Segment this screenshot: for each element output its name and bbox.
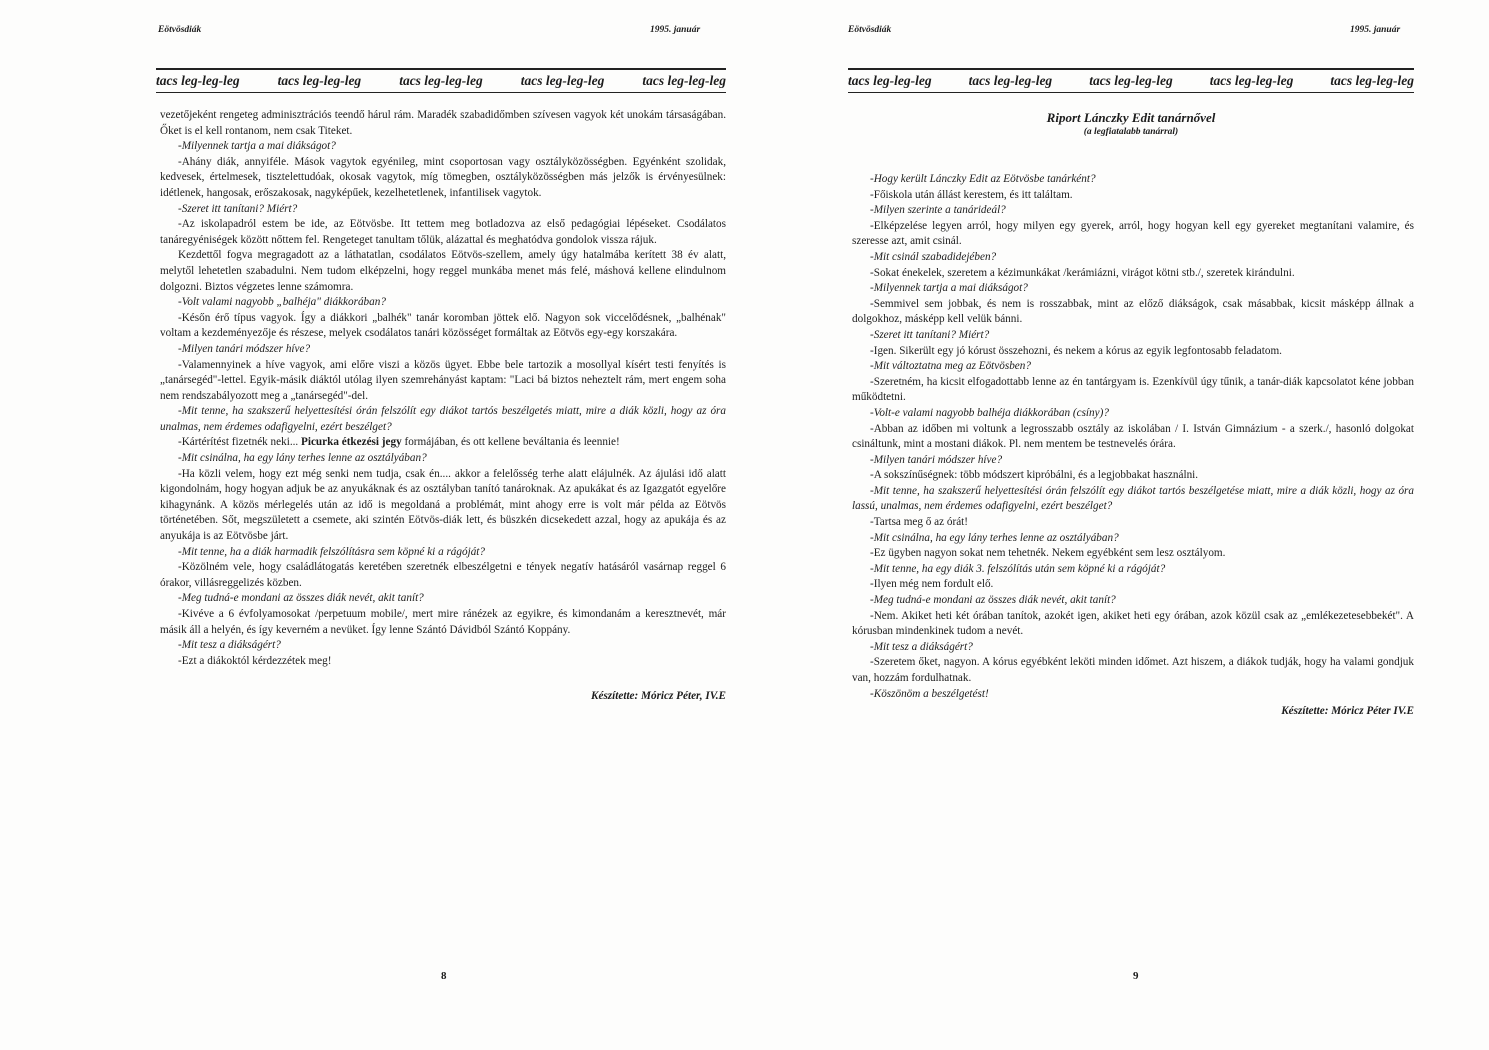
answer-paragraph: -Sokat énekelek, szeretem a kézimunkákat /kerámiázni, virágot kötni stb./, szeretek kirándulni. — [870, 266, 1295, 279]
answer-paragraph: vezetőjeként rengeteg adminisztrációs teendő hárul rám. Maradék szabadidőmben szívesen vagyok két unokám társaságában. Őket is el kell rontanom, nem csak Titeket. — [160, 109, 726, 137]
answer-paragraph: -Valamennyinek a híve vagyok, ami előre viszi a közös ügyet. Ebbe bele tartozik a mosollyal kísért testi fenyítés is „tanársegéd"-lettel. Egyik-másik diáktól utólag ilyen szemrehányást kaptam: "Laci bá biztos neheztelt rám, mert engem soha nem rendszabályozott meg a „tanársegéd"-del. — [160, 358, 726, 402]
question: -Szeret itt tanítani? Miért? — [870, 328, 990, 341]
answer-paragraph: -Ahány diák, annyiféle. Mások vagytok egyénileg, mint csoportosan vagy osztályközösségben. Egyénként szolidak, kedvesek, értelmesek, tisztelettudóak, okosak vagytok, míg tömegben, osztályközösségben más jelzők is érvényesülnek: idétlenek, hangosak, erőszakosak, nagyképűek, kezelhetetlenek, infantilisek vagytok. — [160, 155, 726, 199]
page-8 — [0, 0, 744, 1050]
answer-paragraph: -Szeretném, ha kicsit elfogadottabb lenne az én tantárgyam is. Ezenkívül úgy tűnik, a tanár-diák kapcsolatot kéne jobban működtetni. — [852, 375, 1414, 404]
banner-item: tacs leg-leg-leg — [1209, 73, 1294, 88]
issue-date: 1995. január — [650, 25, 701, 35]
article-title: Riport Lánczky Edit tanárnővel — [1046, 110, 1216, 125]
question: -Mit csinálna, ha egy lány terhes lenne az osztályában? — [178, 452, 427, 465]
answer-paragraph: -Ilyen még nem fordult elő. — [870, 578, 994, 591]
banner-item: tacs leg-leg-leg — [968, 73, 1053, 88]
answer-paragraph: -Kártérítést fizetnék neki... Picurka étkezési jegy formájában, és ott kellene beváltania és leennie! — [178, 436, 620, 449]
question: -Mit tenne, ha szakszerű helyettesítési órán felszólít egy diákot tartós beszélgetése miatt, mire a diák közli, hogy az óra lassú, unalmas, nem érdemes odafigyelni, ezért beszélget? — [852, 484, 1414, 513]
interview-text — [852, 172, 1414, 720]
question: -Milyen tanári módszer híve? — [870, 453, 1003, 466]
answer-paragraph: -Elképzelése legyen arról, hogy milyen egy gyerek, arról, hogy hogyan kell egy gyereket megtanítani valamire, és szeresse azt, amit csinál. — [852, 219, 1414, 248]
answer-paragraph: -Ha közli velem, hogy ezt még senki nem tudja, csak én.... akkor a felelősség terhe alatt elájulnék. Az ájulási idő alatt kigondolnám, hogy hogyan adjuk be az anyukáknak és az osztályban tanító tanároknak. Az apukákat és az Igazgatót egyelőre kihagynánk. A közös mérlegelés után az idő is megoldaná a problémát, mint ahogy erre is volt már példa az Eötvös történetében. Sőt, megszületett a csemete, aki szintén Eötvös-diák lett, és büszkén dicsekedett azzal, hogy az apukája és az anyukája is az Eötvösbe járt. — [160, 467, 726, 543]
banner-item: tacs leg-leg-leg — [642, 73, 726, 88]
page-number: 8 — [441, 970, 447, 982]
answer-paragraph: -Főiskola után állást kerestem, és itt találtam. — [870, 188, 1073, 201]
answer-paragraph: -Tartsa meg ő az órát! — [870, 516, 968, 529]
question: -Milyennek tartja a mai diákságot? — [870, 282, 1028, 295]
answer-paragraph: -Közölném vele, hogy családlátogatás keretében szeretnék elbeszélgetni e tények negatív hatásáról vasárnap reggel 6 órakor, villásreggelizés közben. — [160, 561, 726, 589]
answer-paragraph: -Nem. Akiket heti két órában tanítok, azokét igen, akiket heti egy órában, azok közül csak az „emlékezetesebbekét". A kórusban mindenkinek tudom a nevét. — [852, 609, 1414, 638]
author-signature: Készítette: Móricz Péter IV.E — [1281, 705, 1414, 718]
question: -Mit csinálna, ha egy lány terhes lenne az osztályában? — [870, 531, 1119, 544]
question: -Mit tenne, ha egy diák 3. felszólítás után sem köpné ki a rágóját? — [870, 562, 1166, 575]
column-banner — [156, 68, 726, 93]
question: -Volt valami nagyobb „balhéja" diákkorában? — [178, 296, 386, 309]
page-number: 9 — [1133, 970, 1139, 982]
question: -Meg tudná-e mondani az összes diák nevét, akit tanít? — [178, 592, 424, 605]
banner-item: tacs leg-leg-leg — [1330, 73, 1414, 88]
answer-paragraph: -Semmivel sem jobbak, és nem is rosszabbak, mint az előző diákságok, csak másabbak, kicsit másképp állnak a dolgokhoz, másképp kell velük bánni. — [852, 297, 1414, 326]
question: -Mit tenne, ha a diák harmadik felszólításra sem köpné ki a rágóját? — [178, 545, 485, 558]
question: -Meg tudná-e mondani az összes diák nevét, akit tanít? — [870, 594, 1116, 607]
banner-item: tacs leg-leg-leg — [1089, 73, 1173, 88]
question: -Milyen tanári módszer híve? — [178, 342, 311, 355]
answer-paragraph: -Igen. Sikerült egy jó kórust összehozni, és nekem a kórus az egyik legfontosabb feladatom. — [870, 344, 1282, 357]
question: -Mit csinál szabadidejében? — [870, 250, 997, 263]
closing-line: -Köszönöm a beszélgetést! — [870, 687, 989, 700]
question: -Mit tesz a diákságért? — [178, 639, 281, 652]
masthead-title: Eötvösdiák — [848, 25, 892, 35]
question: -Hogy került Lánczky Edit az Eötvösbe tanárként? — [870, 173, 1096, 185]
author-signature: Készítette: Móricz Péter, IV.E — [591, 690, 726, 703]
answer-paragraph: -Abban az időben mi voltunk a legrosszabb osztály az iskolában / I. István Gimnázium - a szerk./, hasonló dolgokat csináltunk, mint a mostani diákok. Pl. nem mentem be testnevelés órára. — [852, 422, 1414, 451]
issue-date: 1995. január — [1350, 25, 1401, 35]
banner-item: tacs leg-leg-leg — [277, 73, 362, 88]
page-9 — [745, 0, 1489, 1050]
column-banner — [848, 68, 1414, 93]
banner-item: tacs leg-leg-leg — [848, 73, 932, 88]
question: -Szeret itt tanítani? Miért? — [178, 202, 298, 215]
question: -Mit változtatna meg az Eötvösben? — [870, 360, 1031, 373]
answer-paragraph: -Későn érő típus vagyok. Így a diákkori „balhék" tanár koromban jöttek elő. Nagyon sok viccelődésnek, „balhénak" voltam a kezdeményezője és részese, melyek csodálatos tanári közösséget formáltak az Eötvös egy-egy korszakára. — [160, 311, 726, 340]
banner-item: tacs leg-leg-leg — [520, 73, 605, 88]
banner-item: tacs leg-leg-leg — [399, 73, 483, 88]
answer-paragraph: -Szeretem őket, nagyon. A kórus egyébként leköti minden időmet. Azt hiszem, a diákok tudják, hogy ha valami gondjuk van, hozzám fordulhatnak. — [852, 656, 1414, 684]
question: -Volt-e valami nagyobb balhéja diákkorában (csíny)? — [870, 406, 1109, 419]
question: -Milyen szerinte a tanárideál? — [870, 204, 1006, 217]
masthead-title: Eötvösdiák — [158, 25, 202, 35]
interview-text — [160, 108, 726, 705]
article-subtitle: (a legfiatalabb tanárral) — [1083, 127, 1179, 137]
question: -Milyennek tartja a mai diákságot? — [178, 140, 336, 153]
question: -Mit tenne, ha szakszerű helyettesítési órán felszólít egy diákot tartós beszélgetés miatt, mire a diák közli, hogy az óra unalmas, nem érdemes odafigyelni, ezért beszélget? — [160, 405, 726, 433]
answer-paragraph: -A sokszínűségnek: több módszert kipróbálni, és a legjobbakat használni. — [870, 469, 1199, 482]
answer-paragraph: -Az iskolapadról estem be ide, az Eötvösbe. Itt tettem meg botladozva az első pedagógiai lépéseket. Csodálatos tanáregyéniségek között nőttem fel. Rengeteget tanultam tőlük, alázattal és meghatódva gondolok vissza rájuk. — [160, 218, 726, 246]
answer-paragraph: -Ez ügyben nagyon sokat nem tehetnék. Nekem egyébként sem lesz osztályom. — [870, 547, 1226, 560]
answer-paragraph: -Kivéve a 6 évfolyamosokat /perpetuum mobile/, mert mire ránézek az egyikre, és kimondanám a keresztnevét, már másik áll a helyén, és így keverném a nevüket. Így lenne Szántó Dávidból Szántó Koppány. — [160, 608, 726, 636]
answer-paragraph: -Ezt a diákoktól kérdezzétek meg! — [178, 654, 332, 667]
question: -Mit tesz a diákságért? — [870, 640, 973, 653]
answer-paragraph: Kezdettől fogva megragadott az a láthatatlan, csodálatos Eötvös-szellem, amely úgy hatalmába kerített 38 év alatt, melytől lehetetlen szabadulni. Nem tudom elképzelni, hogy reggel munkába menet más felé, máshová kellene elindulnom dolgozni. Biztos végzetes lenne számomra. — [160, 249, 726, 293]
emphasis-phrase: Picurka étkezési jegy — [301, 436, 402, 449]
banner-item: tacs leg-leg-leg — [156, 73, 240, 88]
